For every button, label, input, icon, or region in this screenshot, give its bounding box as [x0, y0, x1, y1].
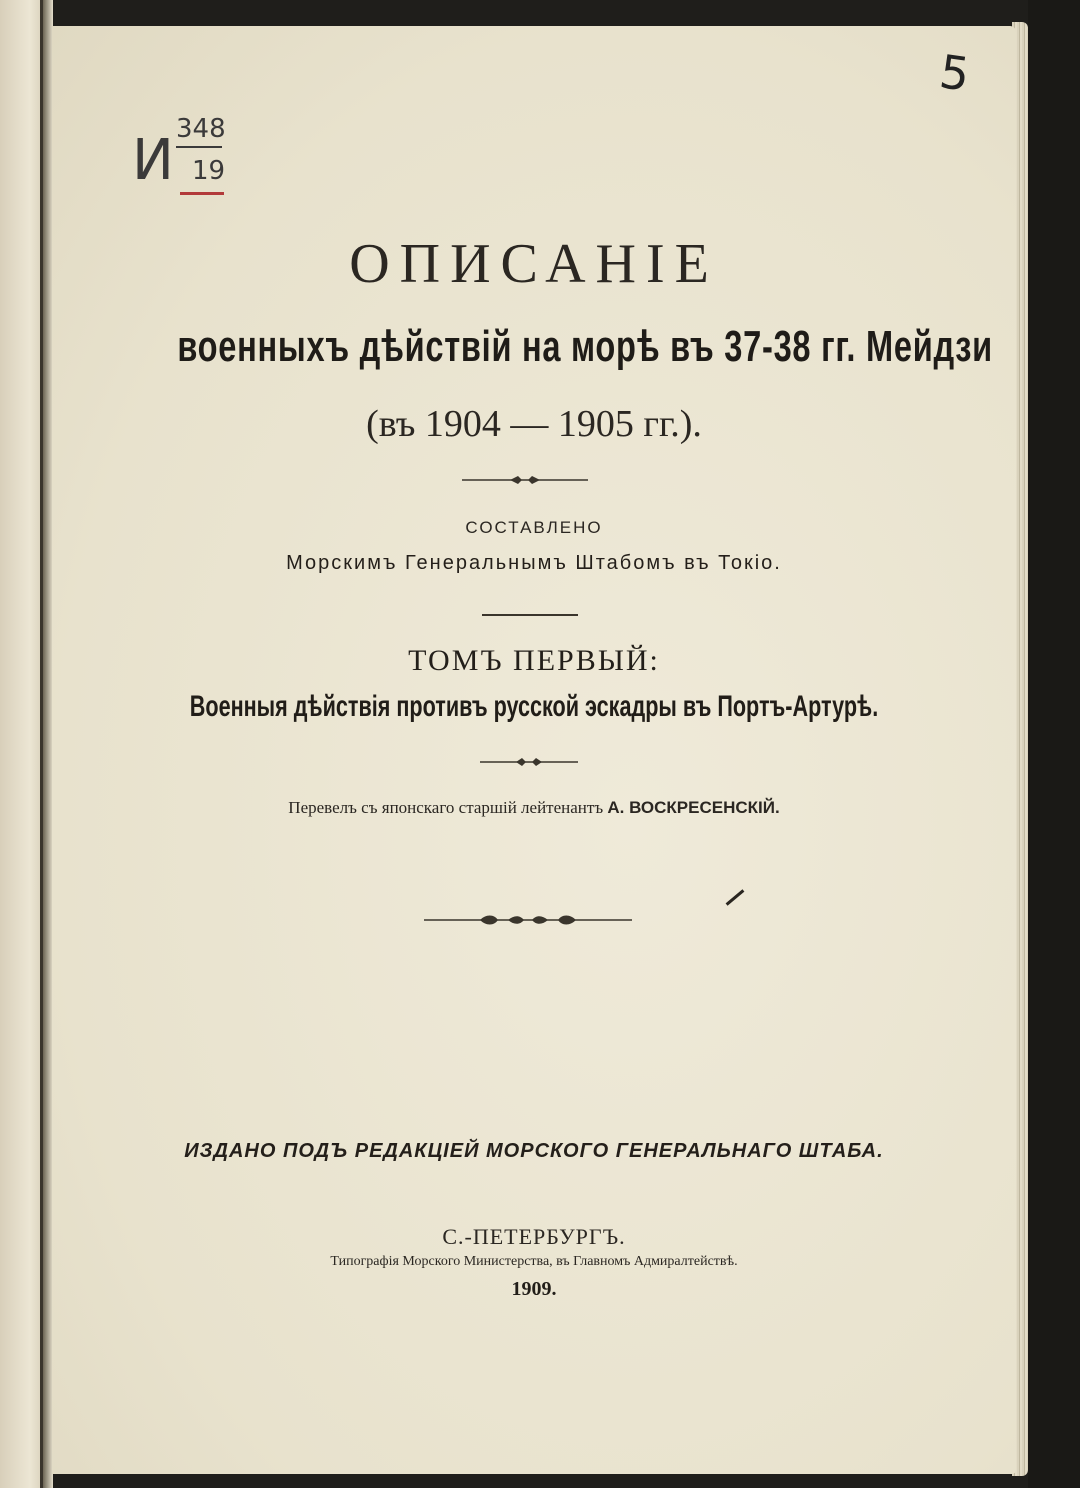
folio-number: 5 — [936, 44, 973, 102]
compiled-by: Морскимъ Генеральнымъ Штабомъ въ Токіо. — [286, 552, 782, 574]
title-dates: (въ 1904 — 1905 гг.). — [366, 403, 702, 445]
publication-city: С.-ПЕТЕРБУРГЪ. — [442, 1224, 626, 1249]
ornament-divider-1 — [462, 474, 588, 486]
volume-title: Военныя дѣйствія противъ русской эскадры въ Портъ-Артурѣ. — [189, 690, 879, 723]
page-subtitle: военныхъ дѣйствій на морѣ въ 37-38 гг. Мейдзи — [177, 322, 993, 371]
shelf-mark-top: 348 — [176, 114, 226, 144]
shelf-mark-bottom: 19 — [192, 156, 226, 186]
volume-label: ТОМЪ ПЕРВЫЙ: — [408, 644, 660, 677]
rule-divider — [482, 614, 578, 616]
shelf-mark-fraction-bar — [176, 146, 222, 148]
translator-text: Перевелъ съ японскаго старшій лейтенантъ — [288, 798, 604, 817]
editor-line: ИЗДАНО ПОДЪ РЕДАКЦІЕЙ МОРСКОГО ГЕНЕРАЛЬНАГО ШТАБА. — [184, 1140, 884, 1162]
ornament-divider-2 — [480, 756, 578, 768]
printing-house: Типографія Морского Министерства, въ Главномъ Адмиралтействѣ. — [330, 1254, 738, 1269]
translator-line — [52, 798, 1016, 818]
shelf-mark-note — [132, 112, 242, 204]
compiled-label: СОСТАВЛЕНО — [465, 518, 603, 537]
ornament-divider-3 — [424, 912, 632, 928]
publication-year: 1909. — [511, 1278, 557, 1300]
background-right — [1028, 0, 1080, 1488]
shelf-mark-letter: И — [132, 128, 174, 193]
translator-name: А. ВОСКРЕСЕНСКІЙ. — [607, 798, 780, 817]
red-underline — [180, 192, 224, 195]
page-title: ОПИСАНІЕ — [349, 233, 719, 295]
